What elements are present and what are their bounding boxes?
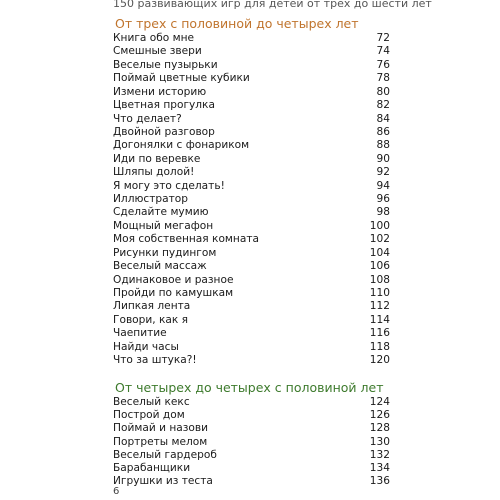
toc-entry-page-number: 94 <box>376 179 390 192</box>
toc-entry[interactable] <box>113 475 390 488</box>
toc-entry-page-number: 128 <box>369 422 390 435</box>
toc-entry-title: Пройди по камушкам <box>113 287 234 300</box>
toc-entry[interactable] <box>113 422 390 435</box>
toc-entry-title: Веселые пузырьки <box>113 58 218 71</box>
toc-entry-page-number: 118 <box>369 340 390 353</box>
toc-entry[interactable] <box>113 327 390 340</box>
toc-entry-page-number: 110 <box>369 287 390 300</box>
toc-entry-title: Чаепитие <box>113 327 167 340</box>
section-heading: От трех с половиной до четырех лет <box>115 16 359 31</box>
toc-entry[interactable] <box>113 99 390 112</box>
toc-entry[interactable] <box>113 354 390 367</box>
toc-entry-page-number: 106 <box>369 260 390 273</box>
toc-entry[interactable] <box>113 206 390 219</box>
toc-entry[interactable] <box>113 436 390 449</box>
toc-entry-title: Цветная прогулка <box>113 99 215 112</box>
toc-entry[interactable] <box>113 139 390 152</box>
toc-entry[interactable] <box>113 32 390 45</box>
toc-entry[interactable] <box>113 59 390 72</box>
toc-entry-page-number: 104 <box>369 246 390 259</box>
toc-entry[interactable] <box>113 193 390 206</box>
toc-entry[interactable] <box>113 247 390 260</box>
toc-section-age-4-to-4-5 <box>113 379 390 488</box>
toc-entry[interactable] <box>113 287 390 300</box>
toc-entry-title: Поймай цветные кубики <box>113 72 250 85</box>
toc-entry-title: Шляпы долой! <box>113 166 195 179</box>
toc-entry-page-number: 74 <box>376 45 390 58</box>
toc-entry-page-number: 136 <box>369 475 390 488</box>
toc-entry-title: Веселый гардероб <box>113 448 217 461</box>
page-number: 6 <box>113 486 120 497</box>
toc-section-age-3-5-to-4 <box>113 15 390 368</box>
toc-entry[interactable] <box>113 220 390 233</box>
toc-entry[interactable] <box>113 180 390 193</box>
toc-entry-title: Липкая лента <box>113 300 191 313</box>
toc-entry[interactable] <box>113 72 390 85</box>
toc-entry-page-number: 86 <box>376 125 390 138</box>
toc-entry-page-number: 92 <box>376 166 390 179</box>
toc-entry-page-number: 114 <box>369 313 390 326</box>
toc-entry-title: Что за штука?! <box>113 354 197 367</box>
toc-list <box>113 32 390 368</box>
toc-entry-title: Моя собственная комната <box>113 233 259 246</box>
toc-entry-page-number: 134 <box>369 461 390 474</box>
toc-entry[interactable] <box>113 314 390 327</box>
toc-entry-page-number: 90 <box>376 152 390 165</box>
toc-entry-page-number: 76 <box>376 58 390 71</box>
toc-entry-title: Барабанщики <box>113 461 191 474</box>
toc-entry-title: Иди по веревке <box>113 152 201 165</box>
toc-entry-title: Игрушки из теста <box>113 475 213 488</box>
toc-entry-title: Поймай и назови <box>113 422 208 435</box>
toc-entry-title: Найди часы <box>113 340 179 353</box>
toc-entry-title: Книга обо мне <box>113 32 195 44</box>
toc-entry-page-number: 102 <box>369 233 390 246</box>
toc-entry-page-number: 84 <box>376 112 390 125</box>
toc-list <box>113 396 390 488</box>
toc-entry-title: Мощный мегафон <box>113 219 214 232</box>
section-heading: От четырех до четырех с половиной лет <box>115 380 384 395</box>
toc-entry-page-number: 124 <box>369 396 390 408</box>
toc-entry-title: Построй дом <box>113 409 185 422</box>
toc-entry-page-number: 108 <box>369 273 390 286</box>
running-header: 150 развивающих игр для детей от трех до шести лет <box>113 0 432 10</box>
toc-entry-title: Иллюстратор <box>113 193 188 206</box>
toc-entry[interactable] <box>113 409 390 422</box>
toc-entry-page-number: 132 <box>369 448 390 461</box>
toc-entry-page-number: 88 <box>376 139 390 152</box>
toc-entry[interactable] <box>113 462 390 475</box>
toc-entry-title: Догонялки с фонариком <box>113 139 250 152</box>
toc-entry[interactable] <box>113 166 390 179</box>
toc-entry-page-number: 96 <box>376 193 390 206</box>
toc-entry-page-number: 100 <box>369 219 390 232</box>
toc-entry-page-number: 82 <box>376 99 390 112</box>
toc-entry-title: Я могу это сделать! <box>113 179 225 192</box>
toc-entry-page-number: 116 <box>369 327 390 340</box>
toc-entry[interactable] <box>113 300 390 313</box>
toc-entry[interactable] <box>113 449 390 462</box>
toc-entry-title: Измени историю <box>113 85 207 98</box>
toc-entry-page-number: 80 <box>376 85 390 98</box>
toc-entry-page-number: 72 <box>376 32 390 44</box>
toc-entry-title: Говори, как я <box>113 313 189 326</box>
toc-entry-page-number: 98 <box>376 206 390 219</box>
toc-entry[interactable] <box>113 126 390 139</box>
toc-entry-page-number: 78 <box>376 72 390 85</box>
toc-entry-title: Смешные звери <box>113 45 202 58</box>
toc-entry-page-number: 130 <box>369 435 390 448</box>
toc-entry-title: Веселый массаж <box>113 260 207 273</box>
toc-entry-page-number: 120 <box>369 354 390 367</box>
toc-entry-page-number: 112 <box>369 300 390 313</box>
toc-entry-page-number: 126 <box>369 409 390 422</box>
toc-entry[interactable] <box>113 341 390 354</box>
toc-entry[interactable] <box>113 86 390 99</box>
toc-entry[interactable] <box>113 274 390 287</box>
toc-entry-title: Веселый кекс <box>113 396 190 408</box>
toc-entry-title: Одинаковое и разное <box>113 273 234 286</box>
toc-entry[interactable] <box>113 45 390 58</box>
toc-entry[interactable] <box>113 396 390 409</box>
toc-entry-title: Что делает? <box>113 112 182 125</box>
toc-entry-title: Двойной разговор <box>113 125 215 138</box>
toc-entry[interactable] <box>113 153 390 166</box>
toc-entry-title: Рисунки пудингом <box>113 246 217 259</box>
toc-entry-title: Портреты мелом <box>113 435 208 448</box>
toc-entry-title: Сделайте мумию <box>113 206 209 219</box>
toc-entry[interactable] <box>113 260 390 273</box>
toc-entry[interactable] <box>113 113 390 126</box>
toc-entry[interactable] <box>113 233 390 246</box>
